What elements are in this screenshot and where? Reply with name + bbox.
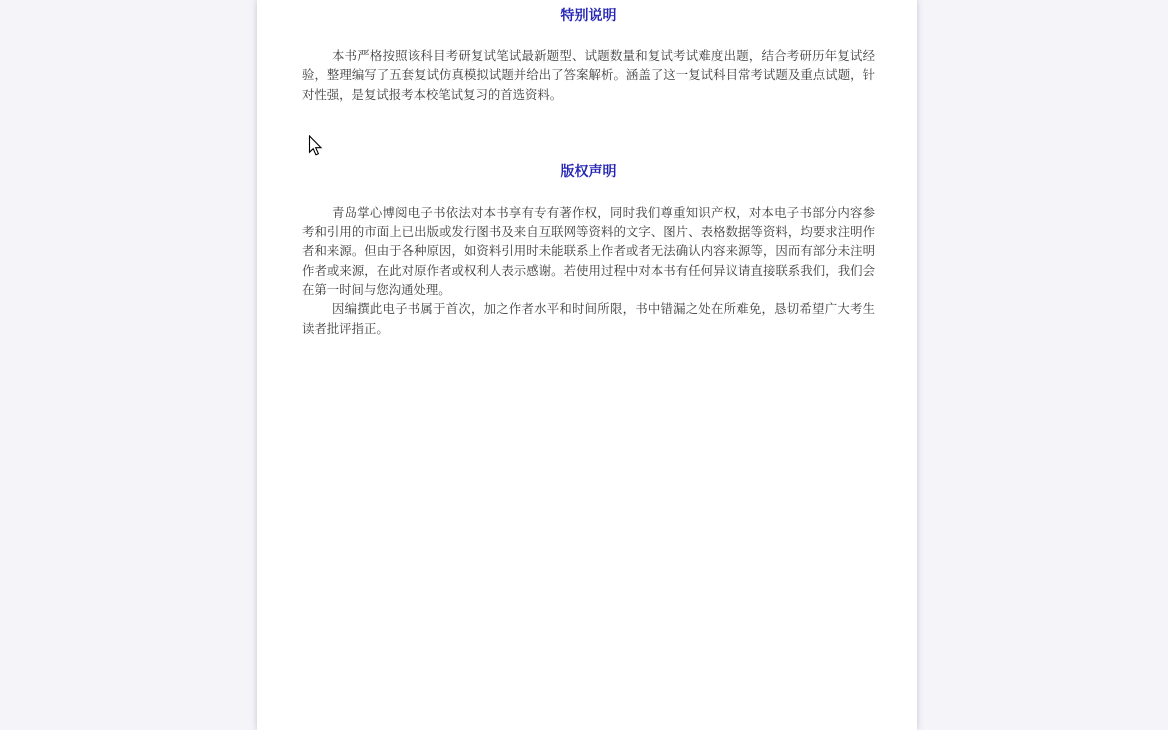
special-note-title: 特别说明 xyxy=(560,8,617,24)
section-copyright-statement xyxy=(302,165,875,338)
section-special-note xyxy=(302,9,875,104)
special-note-paragraph: 本书严格按照该科目考研复试笔试最新题型、试题数量和复试考试难度出题，结合考研历年复试经验，整理编写了五套复试仿真模拟试题并给出了答案解析。涵盖了这一复试科目常考试题及重点试题，针对性强，是复试报考本校笔试复习的首选资料。 xyxy=(302,48,875,102)
document-page[interactable] xyxy=(257,0,917,730)
copyright-title: 版权声明 xyxy=(560,163,617,180)
copyright-paragraph-1: 青岛掌心博阅电子书依法对本书享有专有著作权，同时我们尊重知识产权，对本电子书部分内容参考和引用的市面上已出版或发行图书及来自互联网等资料的文字、图片、表格数据等资料，均要求注明作者和来源。但由于各种原因，如资料引用时未能联系上作者或者无法确认内容来源等，因而有部分未注明作者或来源，在此对原作者或权利人表示感谢。若使用过程中对本书有任何异议请直接联系我们，我们会在第一时间与您沟通处理。 xyxy=(302,204,875,298)
copyright-paragraph-2: 因编撰此电子书属于首次，加之作者水平和时间所限，书中错漏之处在所难免，恳切希望广大考生读者批评指正。 xyxy=(302,301,875,336)
